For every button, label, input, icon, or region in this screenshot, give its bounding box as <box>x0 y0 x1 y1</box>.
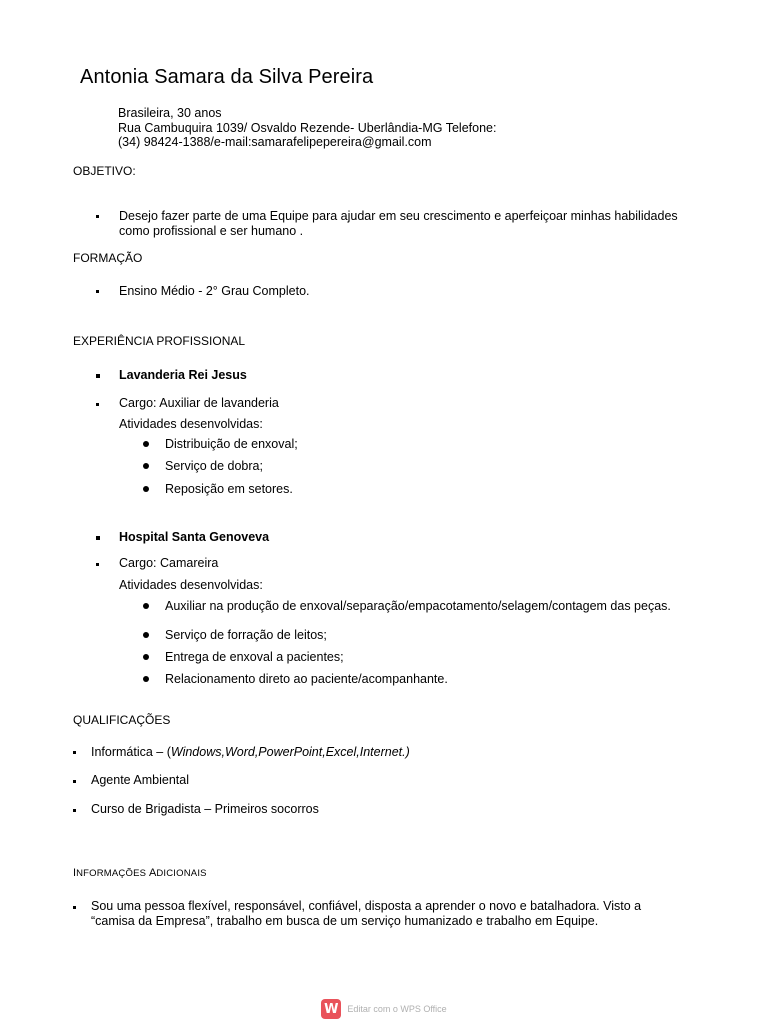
contact-line-phone-email: (34) 98424-1388/e-mail:samarafelipepereira@gmail.com <box>118 135 432 149</box>
wps-logo-icon: W <box>321 999 341 1019</box>
bullet-icon <box>96 536 100 540</box>
contact-block <box>118 106 496 150</box>
heading-smallcaps: NFORMAÇÕES <box>76 868 149 879</box>
qualification-text: Informática – ( <box>91 745 171 759</box>
objective-heading: OBJETIVO: <box>73 164 136 178</box>
wps-edit-link[interactable]: Editar com o WPS Office <box>347 1004 447 1014</box>
candidate-name: Antonia Samara da Silva Pereira <box>80 66 374 88</box>
job-activities-label: Atividades desenvolvidas: <box>119 578 263 592</box>
heading-letter: A <box>149 867 157 879</box>
bullet-dot-icon <box>143 486 149 492</box>
additional-info-heading <box>73 867 207 879</box>
bullet-icon <box>73 751 76 754</box>
objective-text-line: como profissional e ser humano . <box>119 224 304 238</box>
bullet-icon <box>73 906 76 909</box>
objective-text <box>119 209 719 239</box>
bullet-icon <box>73 809 76 812</box>
bullet-dot-icon <box>143 654 149 660</box>
job-activity: Reposição em setores. <box>165 482 293 496</box>
wps-footer[interactable] <box>0 999 768 1019</box>
objective-text-line: Desejo fazer parte de uma Equipe para ajudar em seu crescimento e aperfeiçoar minhas habilidades <box>119 209 678 223</box>
job-role: Cargo: Camareira <box>119 556 219 570</box>
job-activity: Auxiliar na produção de enxoval/separação/empacotamento/selagem/contagem das peças. <box>165 599 671 613</box>
job-activity: Relacionamento direto ao paciente/acompanhante. <box>165 672 448 686</box>
bullet-icon <box>73 780 76 783</box>
contact-line-address: Rua Cambuquira 1039/ Osvaldo Rezende- Uberlândia-MG Telefone: <box>118 120 497 135</box>
bullet-icon <box>96 403 99 406</box>
job-activity: Serviço de dobra; <box>165 459 263 473</box>
job-role: Cargo: Auxiliar de lavanderia <box>119 396 279 410</box>
bullet-dot-icon <box>143 463 149 469</box>
heading-smallcaps: DICIONAIS <box>156 868 207 879</box>
bullet-icon <box>96 374 100 378</box>
experience-heading: EXPERIÊNCIA PROFISSIONAL <box>73 334 246 348</box>
bullet-icon <box>96 215 99 218</box>
qualification-item: Agente Ambiental <box>91 773 189 787</box>
job-activity: Entrega de enxoval a pacientes; <box>165 650 344 664</box>
contact-line-nationality: Brasileira, 30 anos <box>118 106 222 120</box>
job-activities-label: Atividades desenvolvidas: <box>119 417 263 431</box>
job-activity: Distribuição de enxoval; <box>165 437 298 451</box>
additional-info-text <box>91 899 671 929</box>
qualifications-heading: QUALIFICAÇÕES <box>73 713 171 727</box>
additional-info-line: “camisa da Empresa”, trabalho em busca de um serviço humanizado e trabalho em Equipe. <box>91 914 599 928</box>
qualification-software-list: Windows,Word,PowerPoint,Excel,Internet.) <box>170 745 410 759</box>
bullet-icon <box>96 563 99 566</box>
education-item: Ensino Médio - 2° Grau Completo. <box>119 284 310 298</box>
job-activity: Serviço de forração de leitos; <box>165 628 327 642</box>
bullet-icon <box>96 290 99 293</box>
bullet-dot-icon <box>143 632 149 638</box>
heading-letter: I <box>73 867 77 879</box>
additional-info-line: Sou uma pessoa flexível, responsável, confiável, disposta a aprender o novo e batalhadora. Visto a <box>91 899 642 913</box>
qualification-item: Curso de Brigadista – Primeiros socorros <box>91 802 319 816</box>
education-heading: FORMAÇÃO <box>73 251 143 265</box>
bullet-dot-icon <box>143 603 149 609</box>
job-company: Lavanderia Rei Jesus <box>119 368 247 382</box>
bullet-dot-icon <box>143 441 149 447</box>
bullet-dot-icon <box>143 676 149 682</box>
qualification-item <box>91 745 671 760</box>
job-company: Hospital Santa Genoveva <box>119 530 270 544</box>
